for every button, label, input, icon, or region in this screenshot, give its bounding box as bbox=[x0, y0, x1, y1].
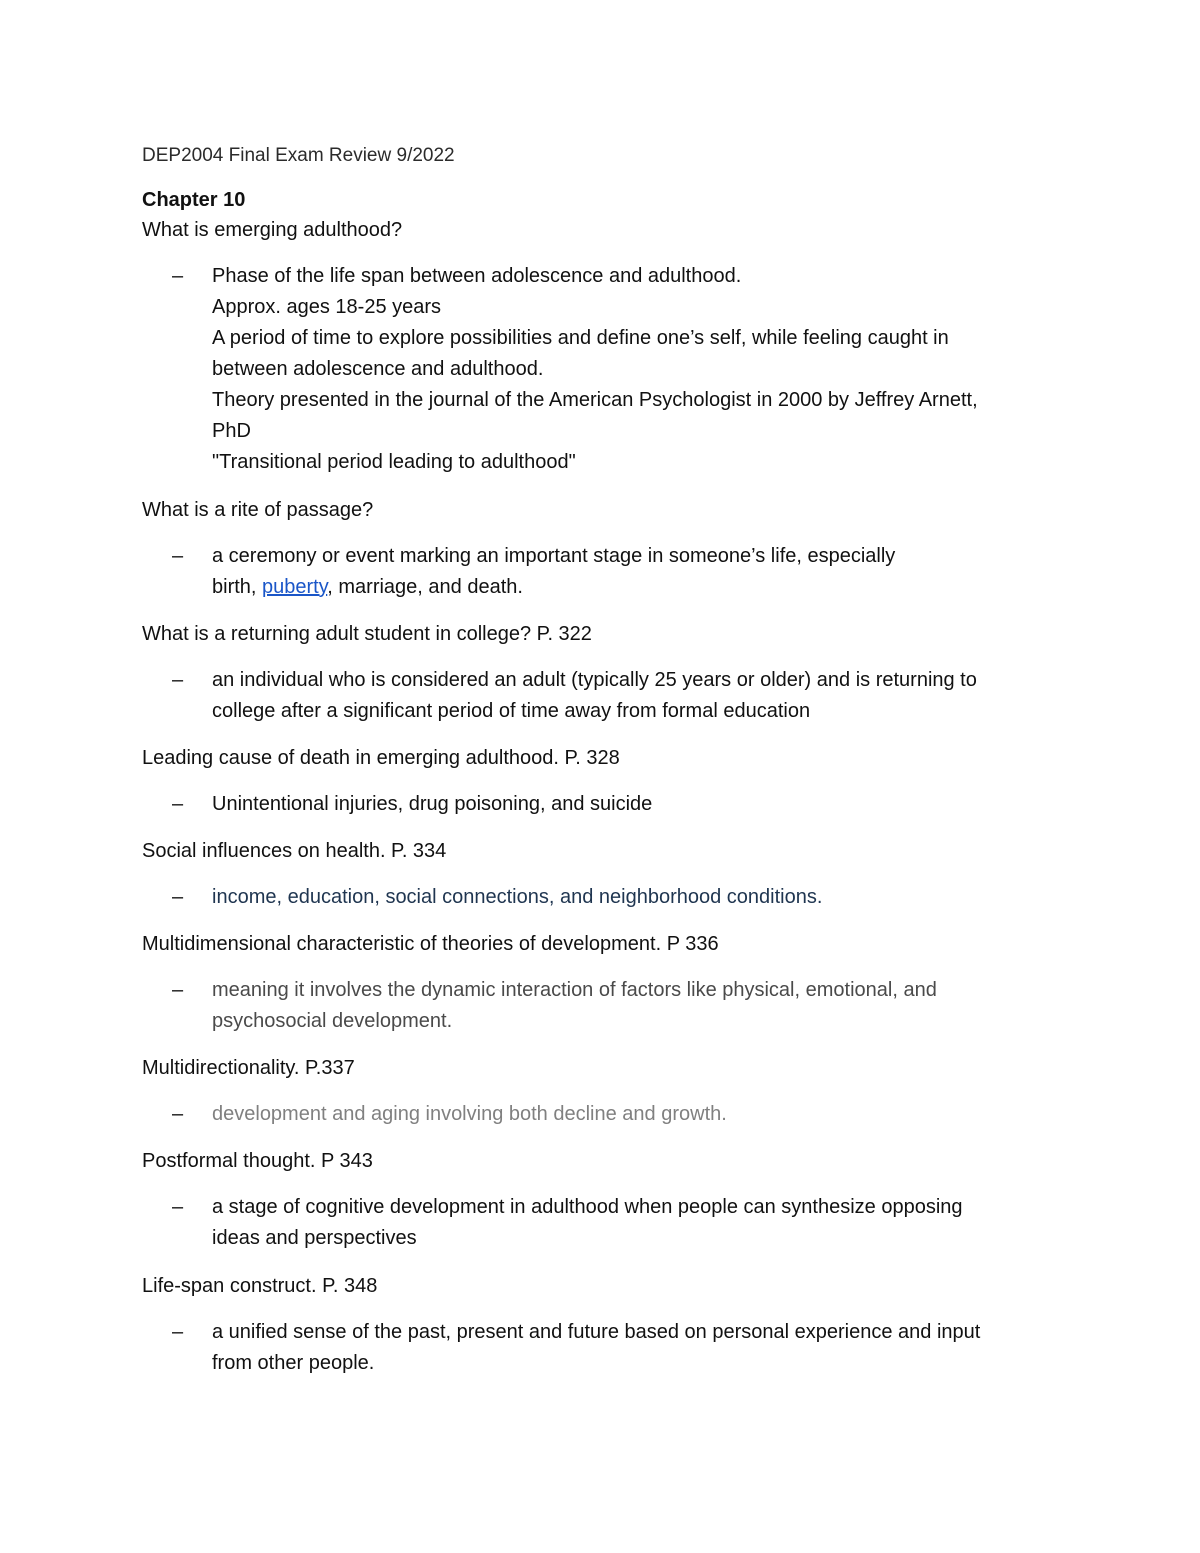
answer-line: between adolescence and adulthood. bbox=[212, 358, 544, 380]
answer-line: a stage of cognitive development in adulthood when people can synthesize opposing bbox=[212, 1196, 963, 1218]
bullet-dash: – bbox=[172, 545, 184, 567]
answer-postformal-thought bbox=[212, 1192, 1062, 1254]
bullet-dash: – bbox=[172, 1321, 184, 1343]
answer-emerging-adulthood bbox=[212, 261, 1062, 478]
question-social-influences: Social influences on health. P. 334 bbox=[142, 840, 447, 862]
answer-line: Theory presented in the journal of the American Psychologist in 2000 by Jeffrey Arnett, bbox=[212, 389, 978, 411]
bullet-dash: – bbox=[172, 1103, 184, 1125]
answer-line: psychosocial development. bbox=[212, 1010, 453, 1032]
bullet-dash: – bbox=[172, 1196, 184, 1218]
question-returning-adult-student: What is a returning adult student in college? P. 322 bbox=[142, 623, 592, 645]
answer-line: development and aging involving both decline and growth. bbox=[212, 1103, 727, 1125]
answer-line: PhD bbox=[212, 420, 251, 442]
answer-line: an individual who is considered an adult (typically 25 years or older) and is returning to bbox=[212, 669, 977, 691]
answer-rite-of-passage bbox=[212, 541, 1062, 603]
answer-line: college after a significant period of time away from formal education bbox=[212, 700, 811, 722]
question-life-span-construct: Life-span construct. P. 348 bbox=[142, 1275, 378, 1297]
answer-leading-cause-of-death bbox=[212, 789, 1062, 820]
answer-multidimensional bbox=[212, 975, 1062, 1037]
answer-line: a ceremony or event marking an important stage in someone’s life, especially bbox=[212, 545, 896, 567]
question-leading-cause-of-death: Leading cause of death in emerging adulthood. P. 328 bbox=[142, 747, 620, 769]
answer-line: a unified sense of the past, present and future based on personal experience and input bbox=[212, 1321, 981, 1343]
document-title: DEP2004 Final Exam Review 9/2022 bbox=[142, 145, 455, 166]
bullet-dash: – bbox=[172, 669, 184, 691]
bullet-dash: – bbox=[172, 793, 184, 815]
answer-line: from other people. bbox=[212, 1352, 375, 1374]
question-multidimensional: Multidimensional characteristic of theories of development. P 336 bbox=[142, 933, 719, 955]
bullet-dash: – bbox=[172, 265, 184, 287]
answer-line: "Transitional period leading to adulthood" bbox=[212, 451, 576, 473]
answer-line: ideas and perspectives bbox=[212, 1227, 417, 1249]
question-emerging-adulthood: What is emerging adulthood? bbox=[142, 219, 403, 241]
answer-line: A period of time to explore possibilities and define one’s self, while feeling caught in bbox=[212, 327, 949, 349]
question-postformal-thought: Postformal thought. P 343 bbox=[142, 1150, 373, 1172]
question-multidirectionality: Multidirectionality. P.337 bbox=[142, 1057, 355, 1079]
answer-line: meaning it involves the dynamic interaction of factors like physical, emotional, and bbox=[212, 979, 937, 1001]
answer-social-influences bbox=[212, 882, 1062, 913]
answer-line: Unintentional injuries, drug poisoning, and suicide bbox=[212, 793, 653, 815]
answer-returning-adult-student bbox=[212, 665, 1062, 727]
answer-multidirectionality bbox=[212, 1099, 1062, 1130]
bullet-dash: – bbox=[172, 886, 184, 908]
puberty-link[interactable]: puberty bbox=[262, 576, 328, 598]
question-rite-of-passage: What is a rite of passage? bbox=[142, 499, 374, 521]
answer-line: Phase of the life span between adolescence and adulthood. bbox=[212, 265, 742, 287]
answer-line: income, education, social connections, and neighborhood conditions. bbox=[212, 886, 823, 908]
answer-line bbox=[212, 572, 1062, 603]
answer-line: Approx. ages 18-25 years bbox=[212, 296, 442, 318]
answer-life-span-construct bbox=[212, 1317, 1062, 1379]
answer-text: , marriage, and death. bbox=[327, 576, 523, 598]
bullet-dash: – bbox=[172, 979, 184, 1001]
chapter-heading: Chapter 10 bbox=[142, 189, 246, 211]
answer-text: birth, bbox=[212, 576, 263, 598]
